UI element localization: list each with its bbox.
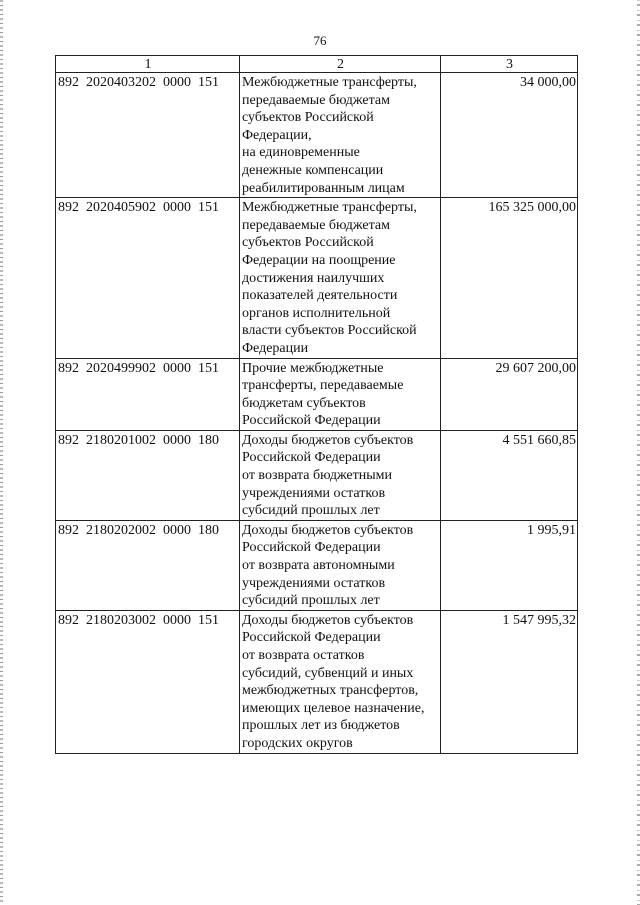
- description-cell: Доходы бюджетов субъектов Российской Федерации от возврата остатков субсидий, субвенций и иных межбюджетных трансфертов, имеющих целевое назначение, прошлых лет из бюджетов городских округов: [240, 610, 441, 753]
- column-header-1: 1: [56, 56, 240, 73]
- description-cell: Доходы бюджетов субъектов Российской Федерации от возврата бюджетными учреждениями остатков субсидий прошлых лет: [240, 430, 441, 520]
- budget-code-cell: 892 2020405902 0000 151: [56, 198, 240, 358]
- budget-code-cell: 892 2180202002 0000 180: [56, 520, 240, 610]
- budget-table: [55, 55, 578, 754]
- table-row: [56, 198, 578, 358]
- description-cell: Межбюджетные трансферты, передаваемые бюджетам субъектов Российской Федерации, на единовременные денежные компенсации реабилитированным лицам: [240, 73, 441, 198]
- budget-code-cell: 892 2180201002 0000 180: [56, 430, 240, 520]
- column-header-3: 3: [441, 56, 578, 73]
- table-header-row: [56, 56, 578, 73]
- budget-code-cell: 892 2020403202 0000 151: [56, 73, 240, 198]
- amount-cell: 4 551 660,85: [441, 430, 578, 520]
- amount-cell: 34 000,00: [441, 73, 578, 198]
- amount-cell: 29 607 200,00: [441, 358, 578, 430]
- table-row: [56, 610, 578, 753]
- amount-cell: 1 995,91: [441, 520, 578, 610]
- table-row: [56, 430, 578, 520]
- amount-cell: 165 325 000,00: [441, 198, 578, 358]
- description-cell: Межбюджетные трансферты, передаваемые бюджетам субъектов Российской Федерации на поощрение достижения наилучших показателей деятельности органов исполнительной власти субъектов Российской Федерации: [240, 198, 441, 358]
- scan-edge-left: [0, 0, 3, 905]
- budget-code-cell: 892 2180203002 0000 151: [56, 610, 240, 753]
- table-row: [56, 73, 578, 198]
- amount-cell: 1 547 995,32: [441, 610, 578, 753]
- description-cell: Прочие межбюджетные трансферты, передаваемые бюджетам субъектов Российской Федерации: [240, 358, 441, 430]
- table-row: [56, 520, 578, 610]
- description-cell: Доходы бюджетов субъектов Российской Федерации от возврата автономными учреждениями остатков субсидий прошлых лет: [240, 520, 441, 610]
- column-header-2: 2: [240, 56, 441, 73]
- page-number: 76: [313, 33, 327, 48]
- table-row: [56, 358, 578, 430]
- budget-code-cell: 892 2020499902 0000 151: [56, 358, 240, 430]
